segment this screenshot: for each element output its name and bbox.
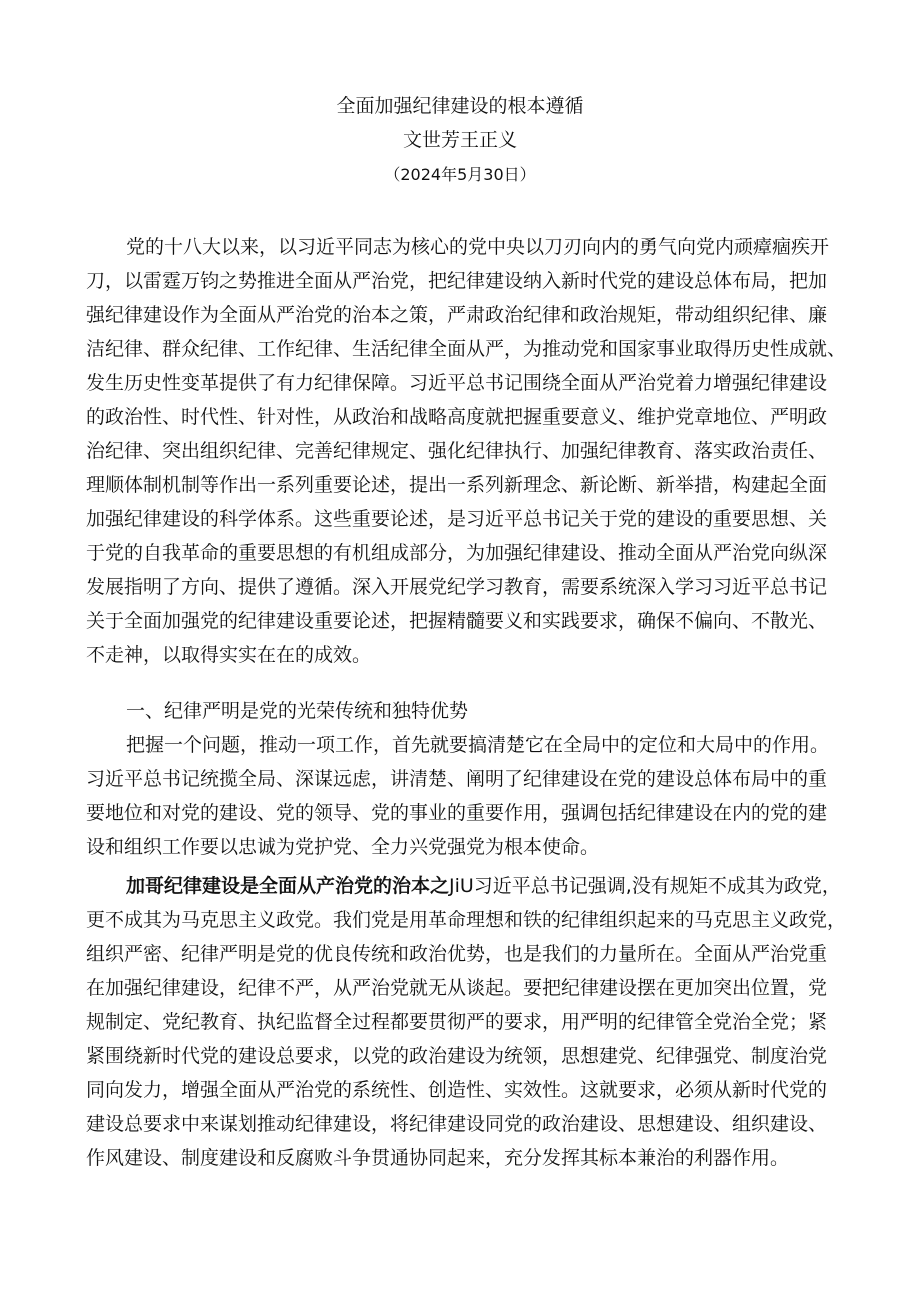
paragraph-1 bbox=[86, 230, 884, 672]
document-title: 全面加强纪律建设的根本遵循 bbox=[336, 95, 584, 117]
paragraph-line: 紧围绕新时代党的建设总要求，以党的政治建设为统领，思想建党、纪律强党、制度治党 bbox=[86, 1045, 828, 1067]
paragraph-line: 同向发力，增强全面从严治党的系统性、创造性、实效性。这就要求，必须从新时代党的 bbox=[86, 1079, 828, 1101]
paragraph-line: 不走神，以取得实实在在的成效。 bbox=[86, 644, 372, 666]
bold-lead-sentence: 加哥纪律建设是全面从产治党的治本之 bbox=[126, 875, 450, 897]
paragraph-line: 规制定、党纪教育、执纪监督全过程都要贯彻严的要求，用严明的纪律管全党治全党；紧 bbox=[86, 1011, 828, 1033]
paragraph-line: 发展指明了方向、提供了遵循。深入开展党纪学习教育，需要系统深入学习习近平总书记 bbox=[86, 576, 828, 598]
paragraph-line: 加强纪律建设的科学体系。这些重要论述，是习近平总书记关于党的建设的重要思想、关 bbox=[86, 508, 828, 530]
section-heading-text: 一、纪律严明是党的光荣传统和独特优势 bbox=[126, 700, 469, 722]
paragraph-line: 强纪律建设作为全面从严治党的治本之策，严肃政治纪律和政治规矩，带动组织纪律、廉 bbox=[86, 304, 828, 326]
section-heading-1 bbox=[86, 694, 884, 728]
paragraph-line: 设和组织工作要以忠诚为党护党、全力兴党强党为根本使命。 bbox=[86, 836, 600, 858]
paragraph-line: 治纪律、突出组织纪律、完善纪律规定、强化纪律执行、加强纪律教育、落实政治责任、 bbox=[86, 440, 828, 462]
paragraph-line: 的政治性、时代性、针对性，从政治和战略高度就把握重要意义、维护党章地位、严明政 bbox=[86, 406, 828, 428]
paragraph-line: 理顺体制机制等作出一系列重要论述，提出一系列新理念、新论断、新举措，构建起全面 bbox=[86, 474, 828, 496]
paragraph-line: 在加强纪律建设，纪律不严，从严治党就无从谈起。要把纪律建设摆在更加突出位置，党 bbox=[86, 977, 828, 999]
paragraph-line: 要地位和对党的建设、党的领导、党的事业的重要作用，强调包括纪律建设在内的党的建 bbox=[86, 802, 828, 824]
paragraph-2 bbox=[86, 728, 884, 864]
paragraph-line: 刀，以雷霆万钧之势推进全面从严治党，把纪律建设纳入新时代党的建设总体布局，把加 bbox=[86, 270, 828, 292]
paragraph-line: 更不成其为马克思主义政党。我们党是用革命理想和铁的纪律组织起来的马克思主义政党， bbox=[86, 909, 847, 931]
paragraph-line-first bbox=[86, 869, 884, 903]
paragraph-line: 发生历史性变革提供了有力纪律保障。习近平总书记围绕全面从严治党着力增强纪律建设 bbox=[86, 372, 828, 394]
paragraph-line: 党的十八大以来，以习近平同志为核心的党中央以刀刃向内的勇气向党内顽瘴痼疾开 bbox=[126, 236, 830, 258]
paragraph-line: 关于全面加强党的纪律建设重要论述，把握精髓要义和实践要求，确保不偏向、不散光、 bbox=[86, 610, 828, 632]
first-line-rest: JiU习近平总书记强调,没有规矩不成其为政党， bbox=[449, 875, 841, 897]
paragraph-line: 建设总要求中来谋划推动纪律建设，将纪律建设同党的政治建设、思想建设、组织建设、 bbox=[86, 1113, 828, 1135]
paragraph-line: 于党的自我革命的重要思想的有机组成部分，为加强纪律建设、推动全面从严治党向纵深 bbox=[86, 542, 828, 564]
paragraph-line: 洁纪律、群众纪律、工作纪律、生活纪律全面从严，为推动党和国家事业取得历史性成就、 bbox=[86, 338, 847, 360]
document-date: （2024年5月30日） bbox=[384, 165, 536, 184]
paragraph-line: 作风建设、制度建设和反腐败斗争贯通协同起来，充分发挥其标本兼治的利器作用。 bbox=[86, 1147, 790, 1169]
paragraph-line: 把握一个问题，推动一项工作，首先就要搞清楚它在全局中的定位和大局中的作用。 bbox=[126, 734, 830, 756]
document-author: 文世芳王正义 bbox=[402, 129, 517, 151]
paragraph-line: 习近平总书记统揽全局、深谋远虑，讲清楚、阐明了纪律建设在党的建设总体布局中的重 bbox=[86, 768, 828, 790]
paragraph-line: 组织严密、纪律严明是党的优良传统和政治优势，也是我们的力量所在。全面从严治党重 bbox=[86, 943, 828, 965]
paragraph-3 bbox=[86, 869, 884, 1175]
